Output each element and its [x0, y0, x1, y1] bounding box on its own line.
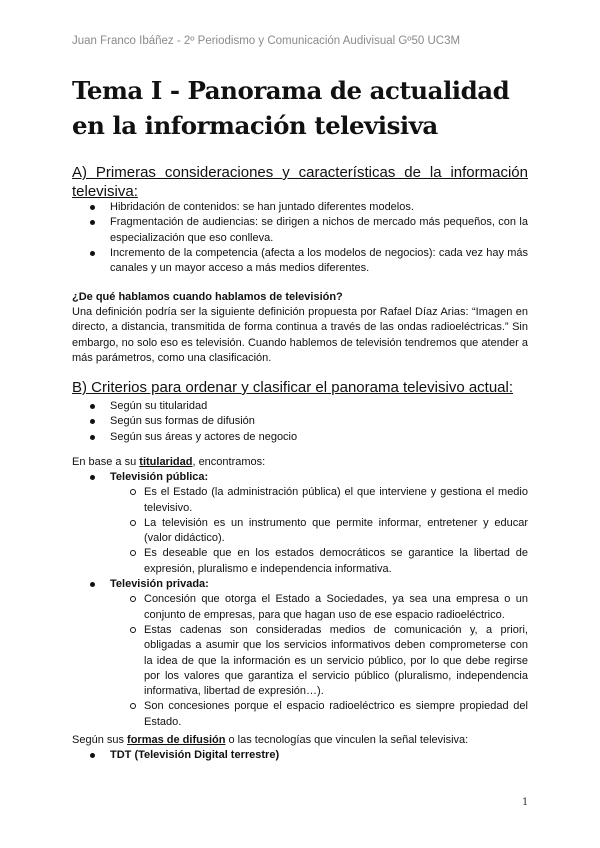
list-item — [72, 399, 528, 414]
titularidad-keyword: titularidad — [139, 456, 193, 468]
page-title: Tema I - Panorama de actualidad en la información televisiva — [72, 76, 510, 140]
list-item-text: Según sus áreas y actores de negocio — [110, 430, 298, 443]
bullet-dot-icon — [90, 251, 95, 256]
sub-list-item-text: Concesión que otorga el Estado a Sociedades, ya sea una empresa o un conjunto de empresas, para que hagan uso de ese espacio radioeléctrico. — [144, 593, 528, 621]
intro-text: Según sus — [72, 734, 128, 746]
circle-bullet-icon — [130, 520, 136, 526]
group-label: Televisión privada: — [110, 578, 209, 591]
sub-list-item — [110, 623, 528, 699]
bullet-dot-icon — [90, 404, 95, 409]
list-item — [72, 200, 528, 215]
section-a-heading-text: A) Primeras consideraciones y características de la información televisiva: — [72, 164, 528, 200]
list-item-text: Según sus formas de difusión — [110, 415, 255, 428]
list-item — [72, 414, 528, 429]
sub-list-item-text: Es deseable que en los estados democráticos se garantice la libertad de expresión, pluralismo e independencia informativa. — [144, 547, 528, 575]
bullet-dot-icon — [90, 753, 95, 758]
sub-list-item — [110, 699, 528, 730]
public-tv-sublist — [110, 485, 528, 577]
difusion-list — [72, 748, 528, 763]
sub-list-item — [110, 546, 528, 577]
bullet-dot-icon — [90, 435, 95, 440]
bullet-dot-icon — [90, 419, 95, 424]
bullet-dot-icon — [90, 220, 95, 225]
list-item-text: TDT (Televisión Digital terrestre) — [110, 749, 280, 761]
definition-paragraph: Una definición podría ser la siguiente definición propuesta por Rafael Díaz Arias: “Imagen en directo, a distancia, transmitida de forma continua a través de las ondas radioeléctricas.” Sin embargo, no solo eso es televisión. Cuando hablemos de televisión tendremos que atender a más parámetros, como una clasificación. — [72, 306, 528, 364]
circle-bullet-icon — [130, 596, 136, 602]
group-label: Televisión pública: — [110, 471, 209, 483]
sub-list-item — [110, 485, 528, 516]
sub-list-item-text: Son concesiones porque el espacio radioeléctrico es siempre propiedad del Estado. — [144, 700, 528, 728]
list-item — [72, 748, 528, 763]
list-item — [72, 246, 528, 277]
difusion-intro — [72, 733, 528, 748]
sub-list-item — [110, 516, 528, 547]
list-item-public-tv — [72, 470, 528, 577]
circle-bullet-icon — [130, 489, 136, 495]
section-b-list — [72, 399, 528, 445]
intro-text: , encontramos: — [192, 456, 266, 468]
intro-text: o las tecnologías que vinculen la señal televisiva: — [225, 734, 469, 746]
section-b-heading — [72, 378, 528, 397]
list-item-text: Fragmentación de audiencias: se dirigen a nichos de mercado más pequeños, con la especialización que eso conlleva. — [110, 216, 528, 244]
sub-list-item-text: La televisión es un instrumento que permite informar, entretener y educar (valor didáctico). — [144, 516, 528, 545]
difusion-keyword: formas de difusión — [127, 734, 226, 746]
circle-bullet-icon — [130, 703, 136, 709]
section-a-heading — [72, 163, 528, 201]
circle-bullet-icon — [130, 627, 136, 633]
sub-list-item — [110, 592, 528, 623]
question-heading: ¿De qué hablamos cuando hablamos de televisión? — [72, 291, 343, 303]
titularidad-intro — [72, 455, 528, 470]
private-tv-sublist — [110, 592, 528, 730]
sub-list-item-text: Estas cadenas son consideradas medios de comunicación y, a priori, obligadas a asumir que los servicios informativos deben comprometerse con la idea de que la información es un servicio público, por lo que debe regirse por los valores que garantiza el servicio público (pluralismo, independencia informativa, libertad de expresión…). — [144, 623, 528, 698]
titularidad-list — [72, 470, 528, 730]
section-a-list — [72, 200, 528, 276]
intro-text: En base a su — [72, 456, 140, 468]
bullet-dot-icon — [90, 475, 95, 480]
page-header: Juan Franco Ibáñez - 2º Periodismo y Comunicación Audivisual Gº50 UC3M — [72, 35, 461, 47]
list-item-private-tv — [72, 577, 528, 730]
circle-bullet-icon — [130, 550, 136, 556]
list-item — [72, 215, 528, 246]
page-number: 1 — [522, 797, 529, 808]
list-item-text: Incremento de la competencia (afecta a los modelos de negocios): cada vez hay más canales y un mayor acceso a más medios diferentes. — [110, 246, 528, 275]
bullet-dot-icon — [90, 582, 95, 587]
bullet-dot-icon — [90, 205, 95, 210]
sub-list-item-text: Es el Estado (la administración pública) el que interviene y gestiona el medio televisivo. — [144, 486, 528, 514]
list-item — [72, 430, 528, 445]
list-item-text: Hibridación de contenidos: se han juntado diferentes modelos. — [110, 201, 414, 213]
section-b-heading-text: B) Criterios para ordenar y clasificar el panorama televisivo actual: — [72, 379, 514, 396]
list-item-text: Según su titularidad — [110, 400, 208, 412]
